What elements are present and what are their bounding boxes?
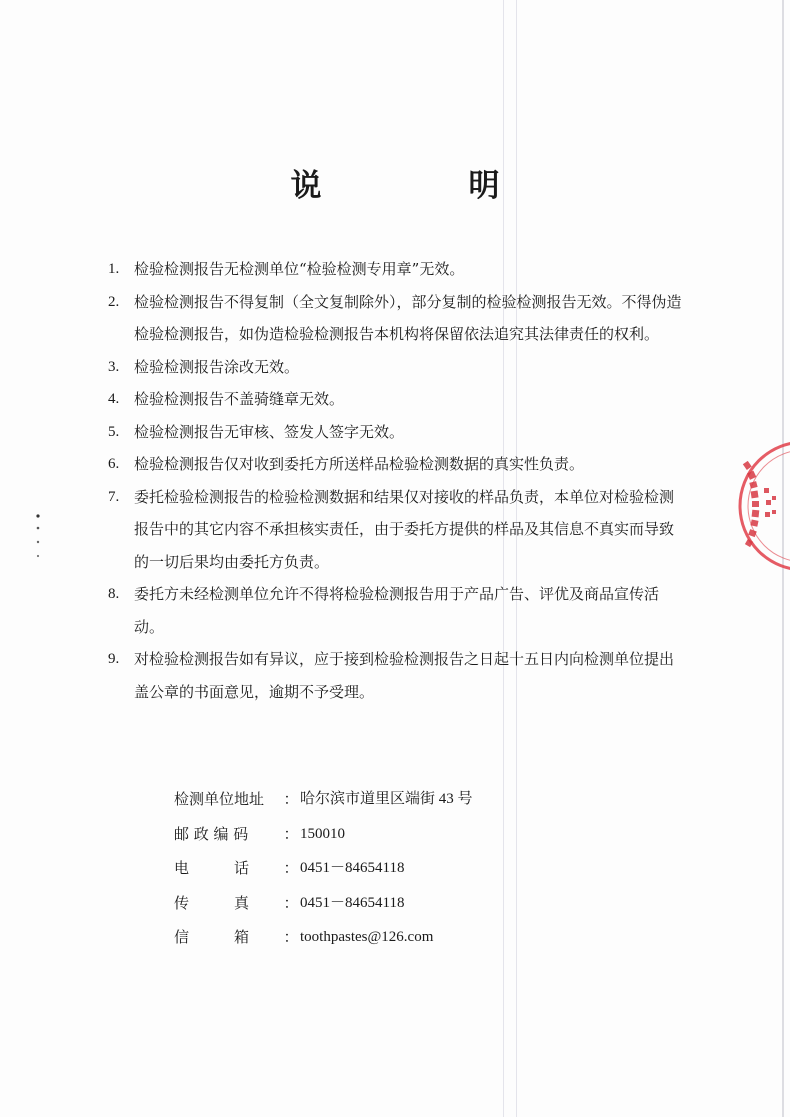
item-number: 4. xyxy=(108,391,120,407)
contact-label: 传 真 xyxy=(174,893,250,912)
contact-label: 检测单位地址 xyxy=(174,790,265,808)
contact-label: 邮 政 编 码 xyxy=(174,824,249,843)
document-title: 说 明 xyxy=(290,168,558,204)
seal-stamp-icon xyxy=(736,440,790,572)
item-text: 检验检测报告不盖骑缝章无效。 xyxy=(134,390,345,408)
contact-label: 信 箱 xyxy=(174,928,250,946)
list-item xyxy=(108,578,688,643)
contact-label: 电 话 xyxy=(174,859,250,877)
list-item xyxy=(108,383,688,416)
item-text: 检验检测报告无检测单位“检验检测专用章”无效。 xyxy=(134,260,465,278)
item-text: 检验检测报告涂改无效。 xyxy=(134,357,300,376)
contact-row-phone xyxy=(174,851,594,886)
contact-separator: ： xyxy=(283,824,299,843)
item-number: 8. xyxy=(108,586,120,602)
contact-value: 0451－84654118 xyxy=(300,860,405,876)
contact-separator: ： xyxy=(283,859,299,877)
item-text: 检验检测报告无审核、签发人签字无效。 xyxy=(134,422,405,441)
contact-row-fax xyxy=(174,886,594,921)
item-number: 2. xyxy=(108,293,120,310)
contact-value: toothpastes@126.com xyxy=(300,929,434,945)
list-item xyxy=(108,481,688,579)
contact-value: 150010 xyxy=(300,825,345,842)
list-item xyxy=(108,416,688,449)
contact-row-email xyxy=(174,920,594,955)
item-text: 委托检验检测报告的检验检测数据和结果仅对接收的样品负责，本单位对检验检测报告中的其它内容不承担核实责任，由于委托方提供的样品及其信息不真实而导致的一切后果均由委托方负责。 xyxy=(134,487,675,571)
contact-value: 0451－84654118 xyxy=(300,894,405,911)
contact-row-postcode xyxy=(174,817,594,852)
list-item xyxy=(108,286,688,351)
item-number: 9. xyxy=(108,651,120,667)
item-number: 5. xyxy=(108,423,120,440)
item-number: 3. xyxy=(108,358,120,375)
item-text: 委托方未经检测单位允许不得将检验检测报告用于产品广告、评优及商品宣传活动。 xyxy=(134,585,660,636)
contact-info xyxy=(174,782,594,955)
seam-seal-stamp xyxy=(736,440,790,572)
item-number: 7. xyxy=(108,488,120,505)
contact-row-address xyxy=(174,782,594,817)
item-text: 检验检测报告仅对收到委托方所送样品检验检测数据的真实性负责。 xyxy=(134,455,585,473)
item-text: 对检验检测报告如有异议，应于接到检验检测报告之日起十五日内向检测单位提出盖公章的书面意见，逾期不予受理。 xyxy=(134,650,675,701)
item-number: 1. xyxy=(108,261,120,277)
contact-separator: ： xyxy=(283,928,299,946)
item-number: 6. xyxy=(108,456,120,472)
list-item xyxy=(108,643,688,708)
item-text: 检验检测报告不得复制（全文复制除外），部分复制的检验检测报告无效。不得伪造检验检测报告，如伪造检验检测报告本机构将保留依法追究其法律责任的权利。 xyxy=(134,292,682,343)
notes-list xyxy=(108,253,688,708)
list-item xyxy=(108,253,688,286)
contact-separator: ： xyxy=(283,790,299,808)
contact-separator: ： xyxy=(283,893,299,912)
list-item xyxy=(108,448,688,481)
list-item xyxy=(108,351,688,384)
binding-marks xyxy=(34,512,42,562)
contact-value: 哈尔滨市道里区端街 43 号 xyxy=(300,791,473,807)
